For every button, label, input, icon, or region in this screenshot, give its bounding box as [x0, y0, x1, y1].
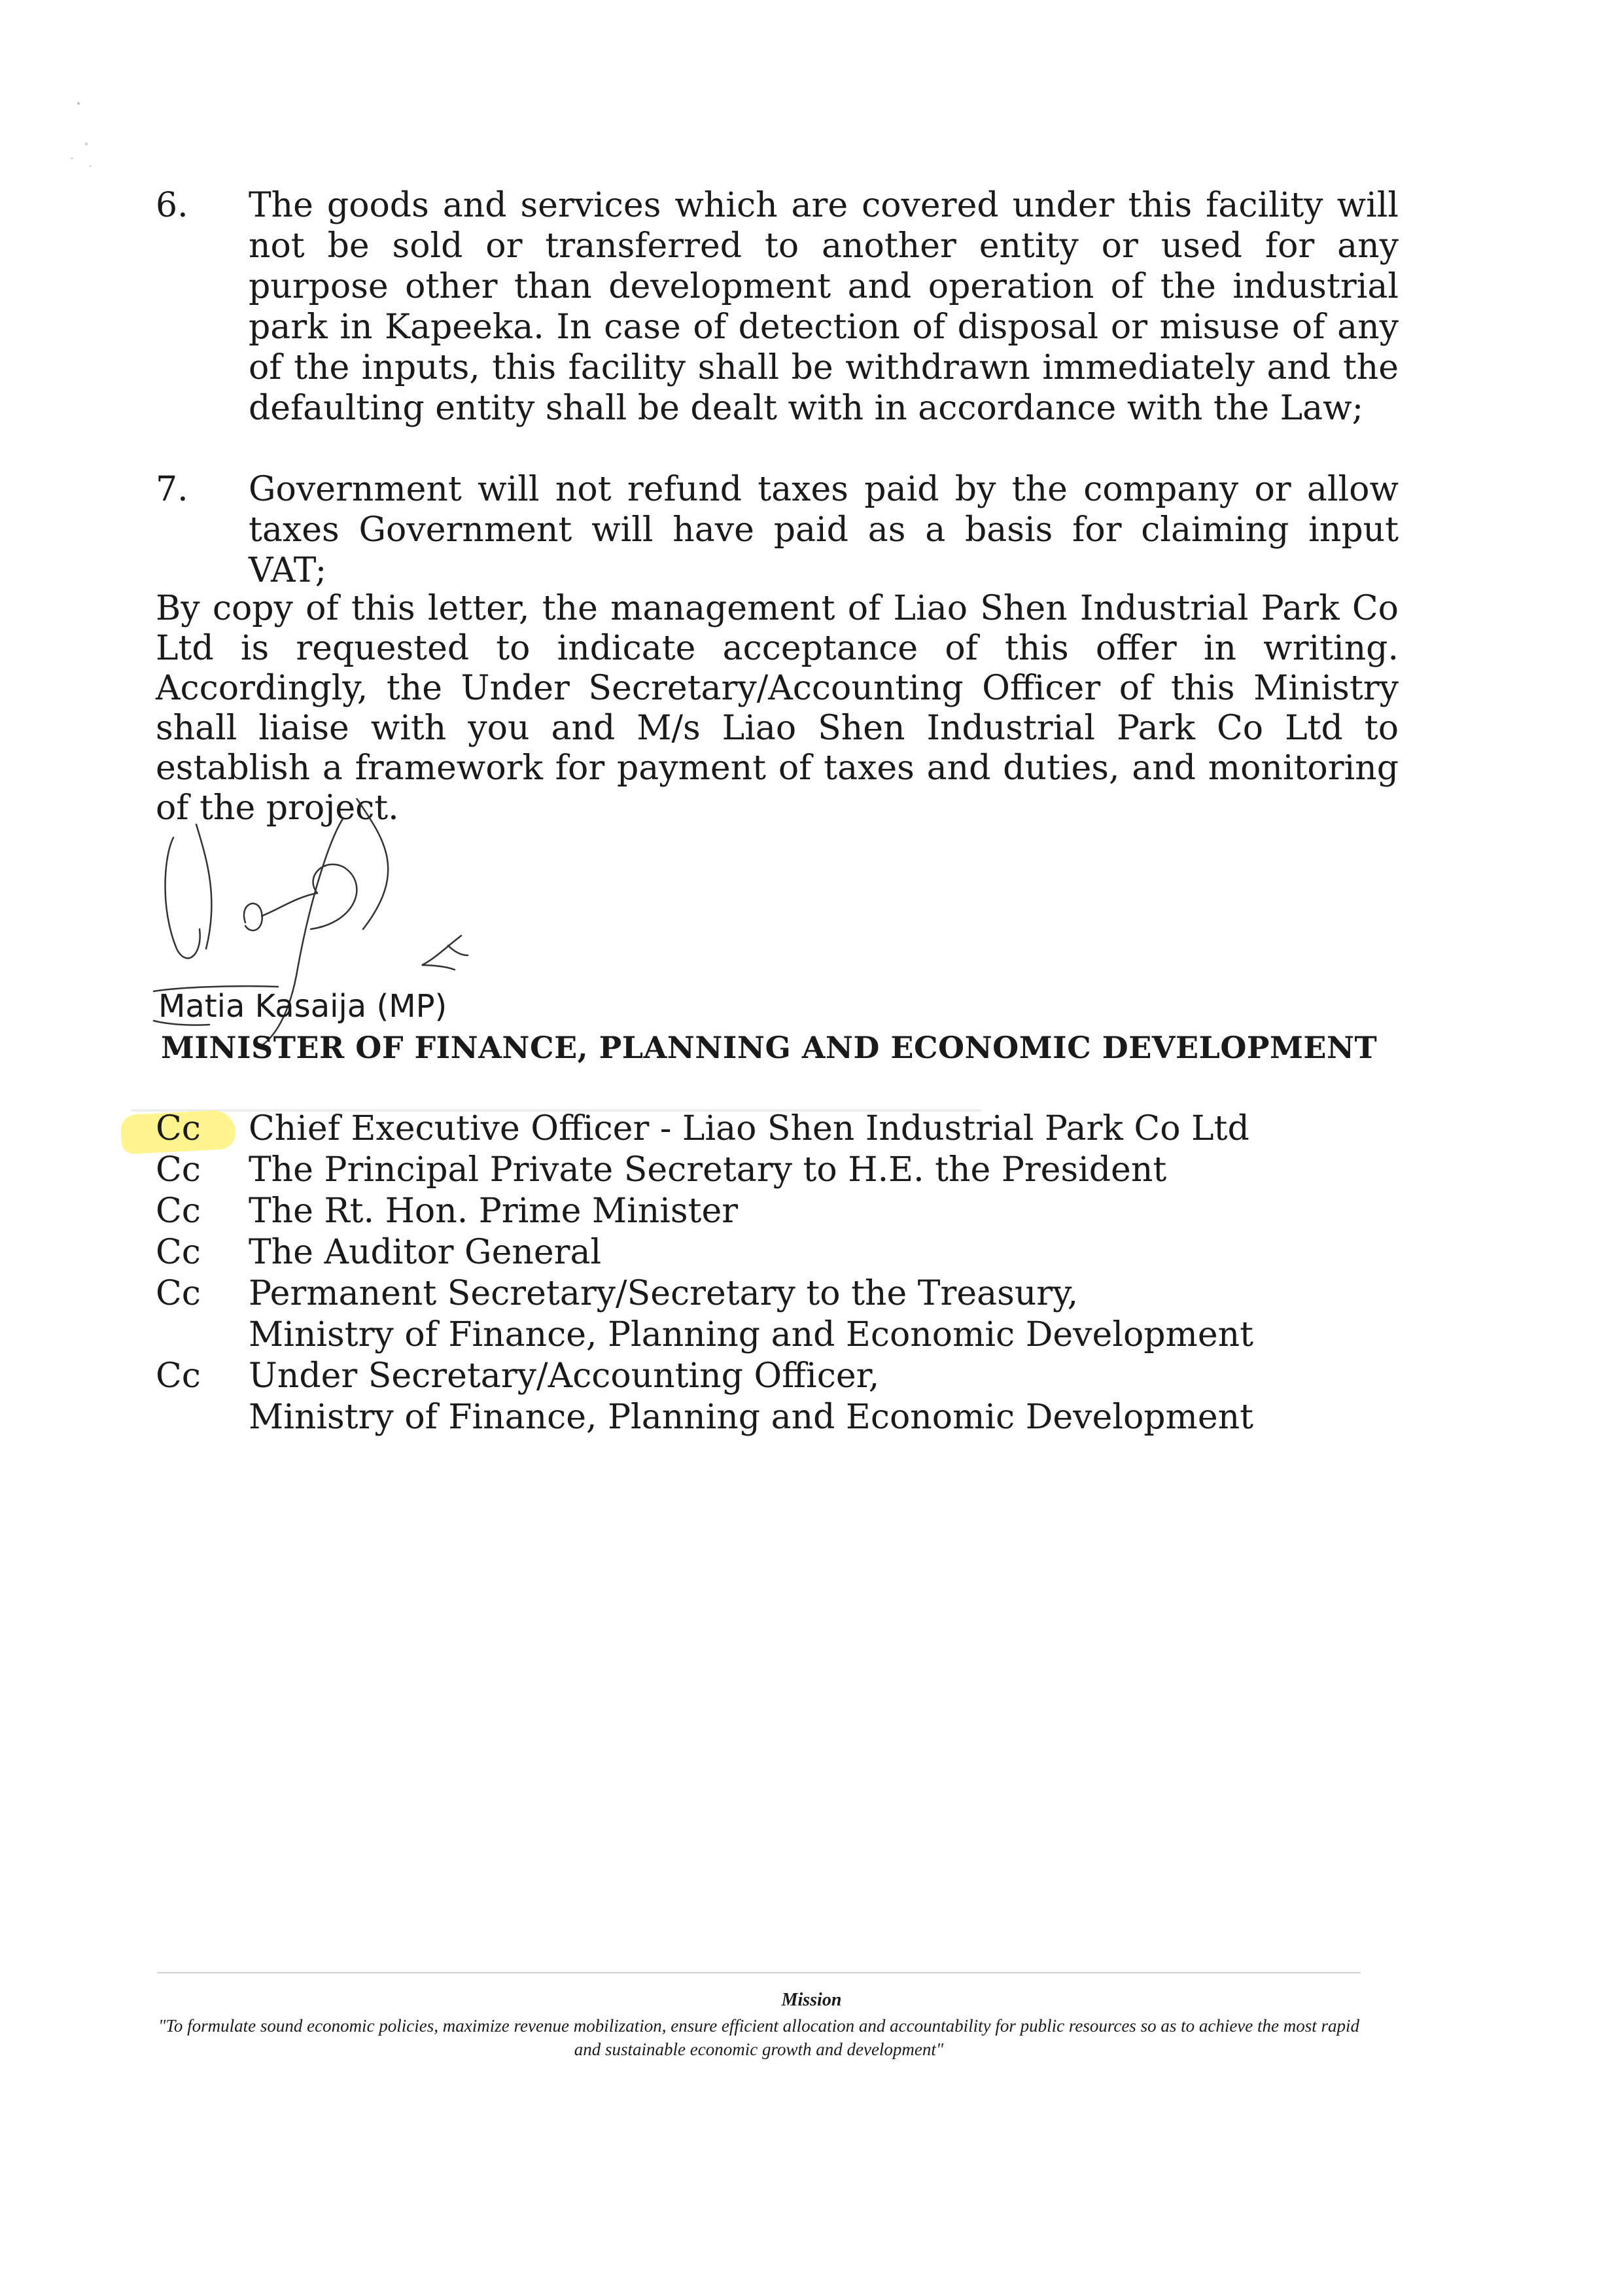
cc-recipient-line: Under Secretary/Accounting Officer, — [249, 1356, 880, 1396]
cc-label: Cc — [156, 1150, 201, 1190]
cc-recipient-line: Ministry of Finance, Planning and Economic Development — [249, 1315, 1254, 1354]
cc-recipient: Chief Executive Officer - Liao Shen Industrial Park Co Ltd — [249, 1109, 1249, 1148]
list-number: 6. — [156, 186, 188, 225]
cc-recipient-line: Ministry of Finance, Planning and Economic Development — [249, 1398, 1254, 1437]
cc-recipient — [249, 1356, 1393, 1438]
list-number: 7. — [156, 470, 188, 509]
closing-paragraph: By copy of this letter, the management of Liao Shen Industrial Park Co Ltd is requested to indicate acceptance of this offer in writing. Accordingly, the Under Secretary/Accounting Officer of this Ministry shall liaise with you and M/s Liao Shen Industrial Park Co Ltd to establish a framework for payment of taxes and duties, and monitoring of the project. — [156, 589, 1399, 828]
cc-list — [156, 1108, 1399, 1438]
signatory-name: Matia Kasaija (MP) — [158, 988, 447, 1025]
cc-row — [156, 1356, 1399, 1438]
cc-row — [156, 1232, 1399, 1273]
scan-specks — [52, 98, 92, 177]
cc-recipient — [249, 1273, 1393, 1356]
cc-row — [156, 1108, 1399, 1150]
list-text: The goods and services which are covered under this facility will not be sold or transferred to another entity or used for any purpose other than development and operation of the industrial park in Kapeeka. In case of detection of disposal or misuse of any of the inputs, this facility shall be withdrawn immediately and the defaulting entity shall be dealt with in accordance with the Law; — [249, 186, 1399, 428]
footer-divider — [157, 1972, 1361, 1973]
list-text: Government will not refund taxes paid by the company or allow taxes Government will have paid as a basis for claiming input VAT; — [249, 470, 1399, 590]
cc-recipient: The Principal Private Secretary to H.E. the President — [249, 1150, 1167, 1190]
cc-row — [156, 1273, 1399, 1356]
cc-recipient-line: Permanent Secretary/Secretary to the Treasury, — [249, 1274, 1079, 1313]
footer-mission-text: "To formulate sound economic policies, maximize revenue mobilization, ensure efficient allocation and accountability for public resources so as to achieve the most rapid and sustainable economic growth and development" — [158, 2016, 1360, 2059]
cc-row — [156, 1150, 1399, 1191]
cc-recipient: The Auditor General — [249, 1233, 602, 1272]
signatory-title: MINISTER OF FINANCE, PLANNING AND ECONOMIC DEVELOPMENT — [161, 1030, 1378, 1065]
cc-recipient: The Rt. Hon. Prime Minister — [249, 1192, 739, 1231]
cc-label: Cc — [156, 1274, 201, 1313]
cc-row — [156, 1191, 1399, 1232]
footer-title: Mission — [781, 1990, 842, 2010]
cc-label: Cc — [156, 1109, 201, 1148]
cc-label: Cc — [156, 1233, 201, 1272]
cc-label: Cc — [156, 1356, 201, 1396]
cc-label: Cc — [156, 1192, 201, 1231]
